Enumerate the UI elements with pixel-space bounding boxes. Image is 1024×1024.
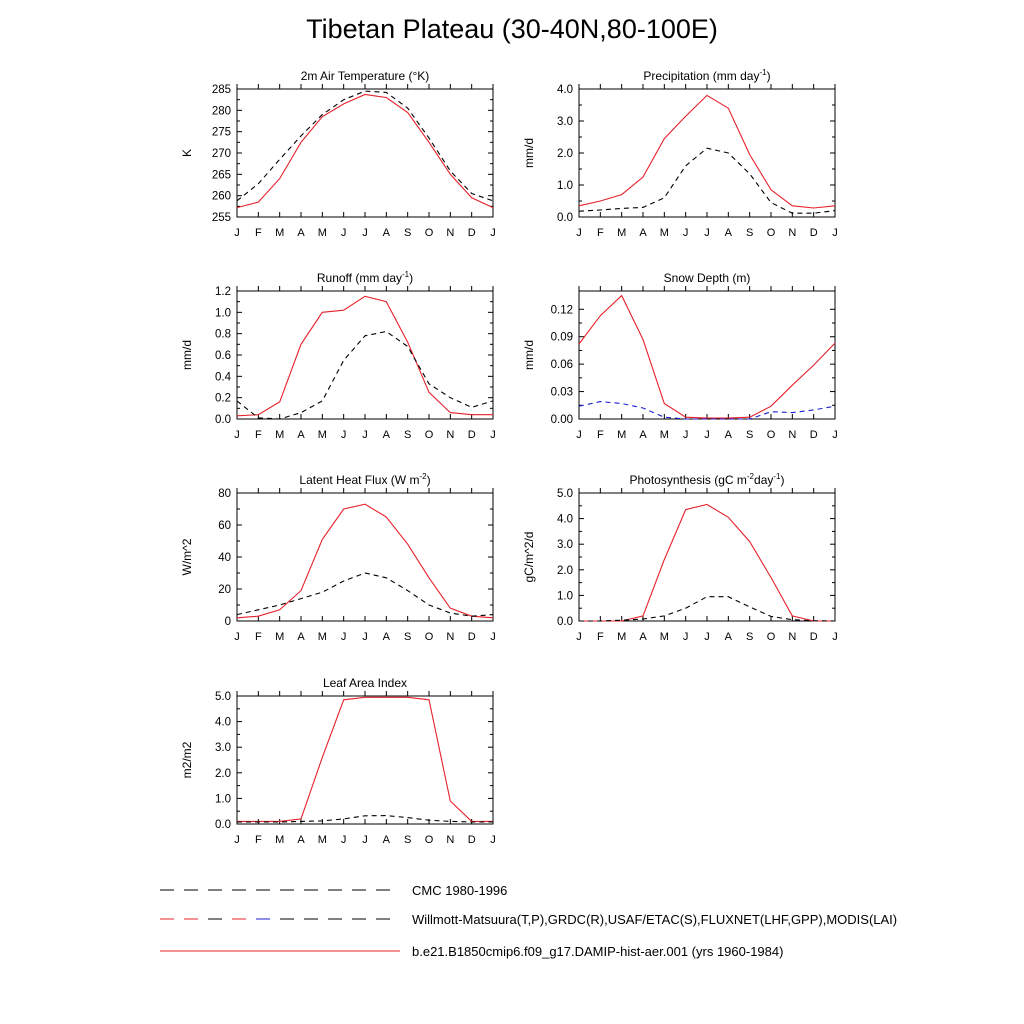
panel6-xtick-label: J [576, 631, 582, 643]
panel2-xtick-label: N [788, 227, 797, 239]
panel6-ytick-label: 3.0 [557, 539, 573, 552]
panel3-ytick-label: 1.0 [215, 307, 231, 320]
panel4-xtick-label: A [639, 429, 647, 441]
panel7-ytick-label: 5.0 [215, 691, 231, 703]
legend-label: Willmott-Matsuura(T,P),GRDC(R),USAF/ETAC(S),FLUXNET(LHF,GPP),MODIS(LAI) [412, 912, 898, 927]
panel1-series-obs [237, 91, 493, 201]
panel6-ylabel: gC/m^2/d [522, 531, 536, 583]
panel2-ylabel: mm/d [522, 138, 536, 168]
panel7-xtick-label: N [446, 834, 455, 846]
panel6-ytick-label: 1.0 [557, 590, 573, 603]
panel1-xtick-label: M [317, 227, 327, 239]
panel2-xtick-label: D [809, 227, 818, 239]
panel3-title: Runoff (mm day$^{-1}$) [316, 270, 414, 285]
panel3-xtick-label: S [403, 429, 412, 441]
panel1-ytick-label: 285 [211, 84, 231, 96]
panel1-ytick-label: 280 [211, 105, 231, 118]
panel3-xtick-label: A [297, 429, 305, 441]
panel2-xtick-label: J [832, 227, 838, 239]
panel3-xtick-label: J [490, 429, 496, 441]
panel2-series-obs [579, 148, 835, 213]
panel7-xtick-label: O [424, 834, 434, 846]
panel1-title: 2m Air Temperature (°K) [300, 69, 430, 83]
panel4-series-model [579, 296, 835, 419]
panel3-xtick-label: M [317, 429, 327, 441]
panel5-xtick-label: F [254, 631, 262, 643]
panel7-xtick-label: M [275, 834, 285, 846]
panel3-ytick-label: 0.0 [215, 414, 231, 426]
panel5-xtick-label: J [234, 631, 240, 643]
panel4-ytick-label: 0.09 [550, 331, 573, 344]
panel4-xtick-label: N [788, 429, 797, 441]
panel3-xtick-label: J [234, 429, 240, 441]
panel1-xtick-label: M [275, 227, 285, 239]
panel6-xtick-label: S [745, 631, 754, 643]
panel7-ytick-label: 2.0 [215, 767, 231, 780]
panel7-xtick-label: J [234, 834, 240, 846]
panel2-xtick-label: J [682, 227, 689, 239]
panel7-xtick-label: J [340, 834, 347, 846]
legend-label: b.e21.B1850cmip6.f09_g17.DAMIP-hist-aer.001 (yrs 1960-1984) [412, 944, 784, 959]
panel6-xtick-label: J [832, 631, 838, 643]
panel4-xtick-label: S [745, 429, 754, 441]
panel1-frame [237, 89, 493, 217]
panel5-ylabel: W/m^2 [180, 538, 194, 576]
panel6-xtick-label: D [809, 631, 818, 643]
panel7-xtick-label: S [403, 834, 412, 846]
panel4-title: Snow Depth (m) [663, 271, 751, 285]
panel5-xtick-label: A [297, 631, 305, 643]
panel6-ytick-label: 4.0 [557, 513, 573, 526]
panel1-xtick-label: J [340, 227, 347, 239]
panel2-xtick-label: J [704, 227, 710, 239]
panel1-xtick-label: D [467, 227, 476, 239]
panel1-ytick-label: 275 [211, 126, 231, 139]
panel7-ytick-label: 0.0 [215, 819, 231, 831]
panel6-ytick-label: 2.0 [557, 564, 573, 577]
panel5-ytick-label: 80 [218, 488, 231, 500]
panel3-xtick-label: F [254, 429, 262, 441]
panel3-series-obs [237, 332, 493, 420]
panel7-ytick-label: 3.0 [215, 742, 231, 755]
panel6-ytick-label: 5.0 [557, 488, 573, 500]
panel5-series-model [237, 504, 493, 618]
panel6-xtick-label: J [682, 631, 689, 643]
panel7-ytick-label: 1.0 [215, 793, 231, 806]
panel3-xtick-label: A [382, 429, 391, 441]
panel1-xtick-label: N [446, 227, 455, 239]
panel1-ytick-label: 255 [211, 212, 231, 224]
panel3-frame [237, 291, 493, 419]
panel6-xtick-label: J [704, 631, 710, 643]
panel4-frame [579, 291, 835, 419]
panel5-xtick-label: J [490, 631, 496, 643]
panel6-title: Photosynthesis (gC $m^{-2}day^{-1}$) [629, 472, 785, 487]
panel6-series-model [579, 505, 835, 622]
panel5-frame [237, 493, 493, 621]
panel1-xtick-label: S [403, 227, 412, 239]
panel7-xtick-label: D [467, 834, 476, 846]
panel6-ytick-label: 0.0 [557, 616, 573, 628]
panel2-xtick-label: M [659, 227, 669, 239]
panel3-series-model [237, 296, 493, 416]
panel2-xtick-label: A [639, 227, 647, 239]
panel6-xtick-label: M [617, 631, 627, 643]
panel3-xtick-label: D [467, 429, 476, 441]
panel1-ytick-label: 270 [211, 148, 231, 160]
panel2-ytick-label: 0.0 [557, 212, 573, 224]
panel5-xtick-label: M [317, 631, 327, 643]
panel4-ytick-label: 0.12 [550, 304, 573, 317]
panel5-xtick-label: J [362, 631, 368, 643]
panel7-xtick-label: F [254, 834, 262, 846]
panel6-frame [579, 493, 835, 621]
panel1-xtick-label: O [424, 227, 434, 239]
panel3-ytick-label: 1.2 [215, 286, 231, 298]
panel6-xtick-label: M [659, 631, 669, 643]
panel4-xtick-label: F [596, 429, 604, 441]
panel4-xtick-label: A [724, 429, 733, 441]
panel5-xtick-label: J [340, 631, 347, 643]
panel2-ytick-label: 4.0 [557, 84, 573, 96]
panel2-xtick-label: J [576, 227, 582, 239]
panel5-xtick-label: M [275, 631, 285, 643]
panel6-xtick-label: A [639, 631, 647, 643]
panel3-xtick-label: J [362, 429, 368, 441]
panel4-ytick-label: 0.06 [550, 359, 573, 372]
panel2-frame [579, 89, 835, 217]
panel2-xtick-label: F [596, 227, 604, 239]
figure-title: Tibetan Plateau (30-40N,80-100E) [306, 14, 718, 44]
panel5-xtick-label: S [403, 631, 412, 643]
panel7-xtick-label: A [297, 834, 305, 846]
panel3-ytick-label: 0.4 [215, 371, 231, 384]
panel1-xtick-label: J [234, 227, 240, 239]
panel7-ylabel: m2/m2 [180, 741, 194, 779]
panel4-xtick-label: J [704, 429, 710, 441]
panel5-xtick-label: N [446, 631, 455, 643]
panel4-xtick-label: J [682, 429, 689, 441]
panel2-xtick-label: S [745, 227, 754, 239]
panel5-xtick-label: O [424, 631, 434, 643]
panel4-ytick-label: 0.00 [550, 414, 573, 426]
panel3-xtick-label: J [340, 429, 347, 441]
panel7-xtick-label: M [317, 834, 327, 846]
panel2-ytick-label: 3.0 [557, 116, 573, 128]
panel3-ytick-label: 0.2 [215, 392, 231, 405]
panel7-title: Leaf Area Index [322, 676, 408, 690]
panel3-ytick-label: 0.8 [215, 328, 231, 341]
panel5-title: Latent Heat Flux (W $m^{-2}$) [299, 472, 431, 487]
panel7-series-model [237, 697, 493, 821]
panel3-xtick-label: N [446, 429, 455, 441]
panel1-xtick-label: J [490, 227, 496, 239]
panel4-xtick-label: D [809, 429, 818, 441]
panel4-xtick-label: M [659, 429, 669, 441]
panel1-xtick-label: F [254, 227, 262, 239]
panel2-series-model [579, 95, 835, 208]
panel5-xtick-label: D [467, 631, 476, 643]
panel3-xtick-label: M [275, 429, 285, 441]
panel7-xtick-label: J [362, 834, 368, 846]
panel1-series-model [237, 95, 493, 208]
panel7-xtick-label: J [490, 834, 496, 846]
panel5-ytick-label: 20 [218, 584, 231, 596]
panel6-xtick-label: O [766, 631, 776, 643]
panel1-ytick-label: 260 [211, 190, 231, 203]
panel2-xtick-label: O [766, 227, 776, 239]
panel4-xtick-label: J [832, 429, 838, 441]
panel2-ytick-label: 2.0 [557, 148, 573, 160]
panel1-ytick-label: 265 [211, 169, 231, 182]
panel2-xtick-label: A [724, 227, 733, 239]
panel2-xtick-label: M [617, 227, 627, 239]
panel4-ytick-label: 0.03 [550, 386, 573, 399]
panel5-xtick-label: A [382, 631, 391, 643]
panel1-xtick-label: A [382, 227, 391, 239]
panel5-ytick-label: 40 [218, 552, 231, 564]
legend-label: CMC 1980-1996 [412, 883, 508, 898]
panel7-xtick-label: A [382, 834, 391, 846]
panel4-xtick-label: M [617, 429, 627, 441]
panel4-xtick-label: J [576, 429, 582, 441]
panel6-xtick-label: F [596, 631, 604, 643]
panel6-xtick-label: N [788, 631, 797, 643]
panel7-ytick-label: 4.0 [215, 716, 231, 729]
panel1-xtick-label: A [297, 227, 305, 239]
panel2-ytick-label: 1.0 [557, 180, 573, 192]
panel4-xtick-label: O [766, 429, 776, 441]
panel6-xtick-label: A [724, 631, 733, 643]
panel5-ytick-label: 60 [218, 520, 231, 532]
panel3-xtick-label: O [424, 429, 434, 441]
panel3-ytick-label: 0.6 [215, 350, 231, 362]
panel3-ylabel: mm/d [180, 340, 194, 370]
panel5-ytick-label: 0 [224, 616, 231, 628]
panel1-ylabel: K [180, 148, 194, 158]
panel1-xtick-label: J [362, 227, 368, 239]
panel2-title: Precipitation (mm day$^{-1}$) [643, 68, 771, 83]
panel4-ylabel: mm/d [522, 340, 536, 370]
